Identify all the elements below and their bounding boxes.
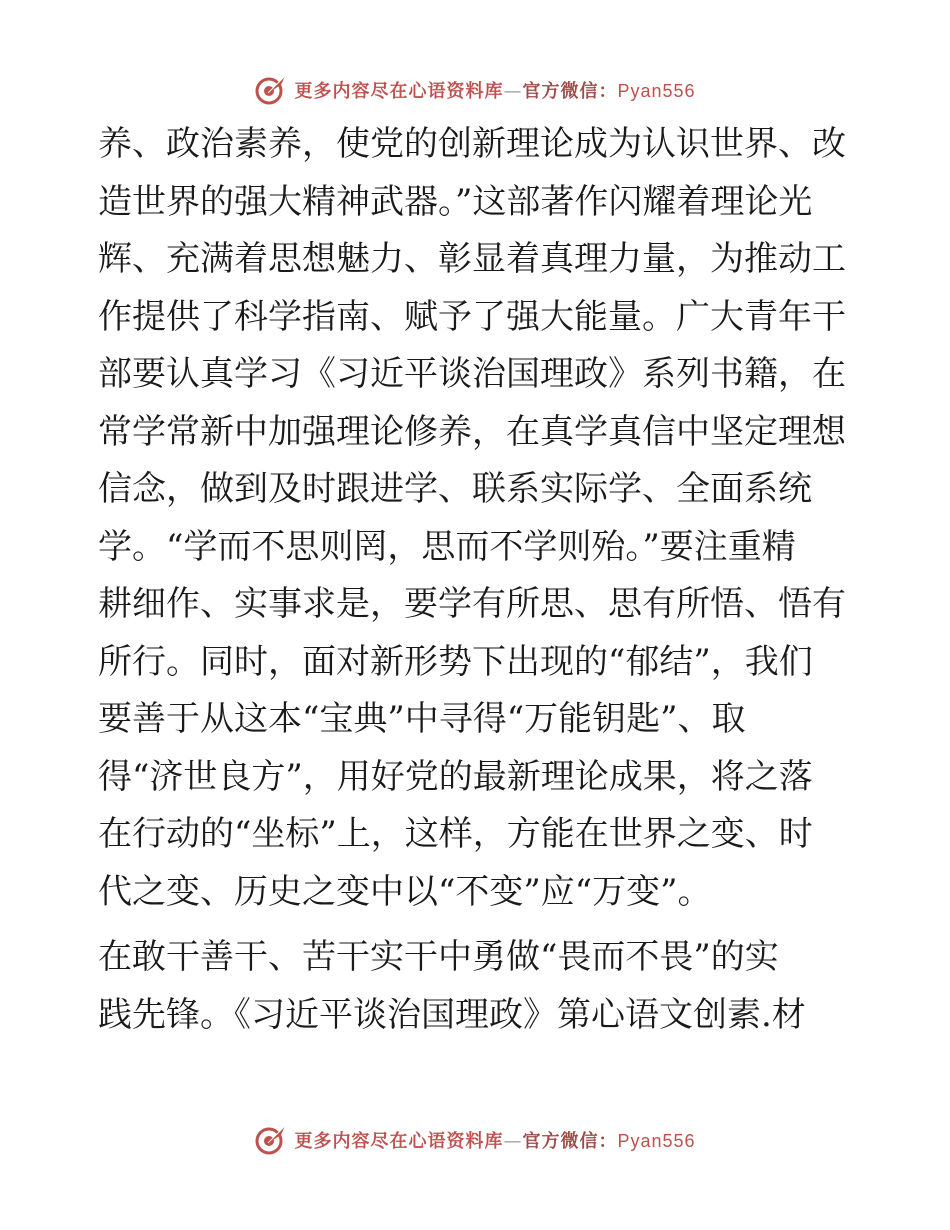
body-line: 常学常新中加强理论修养，在真学真信中坚定理想 [98, 411, 846, 452]
body-line: 养、政治素养，使党的创新理论成为认识世界、改 [98, 124, 846, 164]
footer-banner [0, 1120, 950, 1160]
footer-wechat-label: 官方微信： [522, 1131, 618, 1152]
body-line: 作提供了科学指南、赋予了强大能量。广大青年干 [98, 296, 846, 337]
quill-pen-seal-icon [254, 73, 288, 107]
body-line: 学。“学而不思则罔，思而不学则殆。”要注重精 [98, 526, 796, 567]
header-brand: 更多内容尽在心语资料库 [294, 81, 504, 102]
body-line: 辉、充满着思想魅力、彰显着真理力量，为推动工 [98, 239, 846, 279]
body-line: 耕细作、实事求是，要学有所思、思有所悟、悟有 [98, 584, 846, 624]
body-line: 部要认真学习《习近平谈治国理政》系列书籍，在 [98, 354, 846, 394]
body-line: 代之变、历史之变中以“不变”应“万变”。 [98, 871, 712, 912]
header-banner [0, 70, 950, 110]
footer-separator: — [503, 1131, 523, 1152]
header-separator: — [503, 81, 523, 102]
footer-wechat-id: Pyan556 [617, 1131, 696, 1151]
body-line: 造世界的强大精神武器。”这部著作闪耀着理论光 [98, 181, 813, 222]
header-wechat-id: Pyan556 [617, 81, 696, 101]
document-body [98, 116, 858, 1044]
body-line: 所行。同时，面对新形势下出现的“郁结”，我们 [98, 641, 813, 682]
header-text [294, 77, 695, 103]
body-line: 得“济世良方”，用好党的最新理论成果，将之落 [98, 756, 813, 797]
body-line: 在行动的“坐标”上，这样，方能在世界之变、时 [98, 814, 813, 854]
footer-brand: 更多内容尽在心语资料库 [294, 1131, 504, 1152]
body-line: 践先锋。《习近平谈治国理政》第心语文创素.材 [98, 994, 806, 1035]
header-wechat-label: 官方微信： [522, 81, 618, 102]
quill-pen-seal-icon [254, 1123, 288, 1157]
body-line: 信念，做到及时跟进学、联系实际学、全面系统 [98, 469, 812, 509]
paragraph-heading-line: 在敢干善干、苦干实干中勇做“畏而不畏”的实 [98, 937, 779, 977]
body-line: 要善于从这本“宝典”中寻得“万能钥匙”、取 [98, 699, 746, 739]
footer-text [294, 1127, 695, 1153]
